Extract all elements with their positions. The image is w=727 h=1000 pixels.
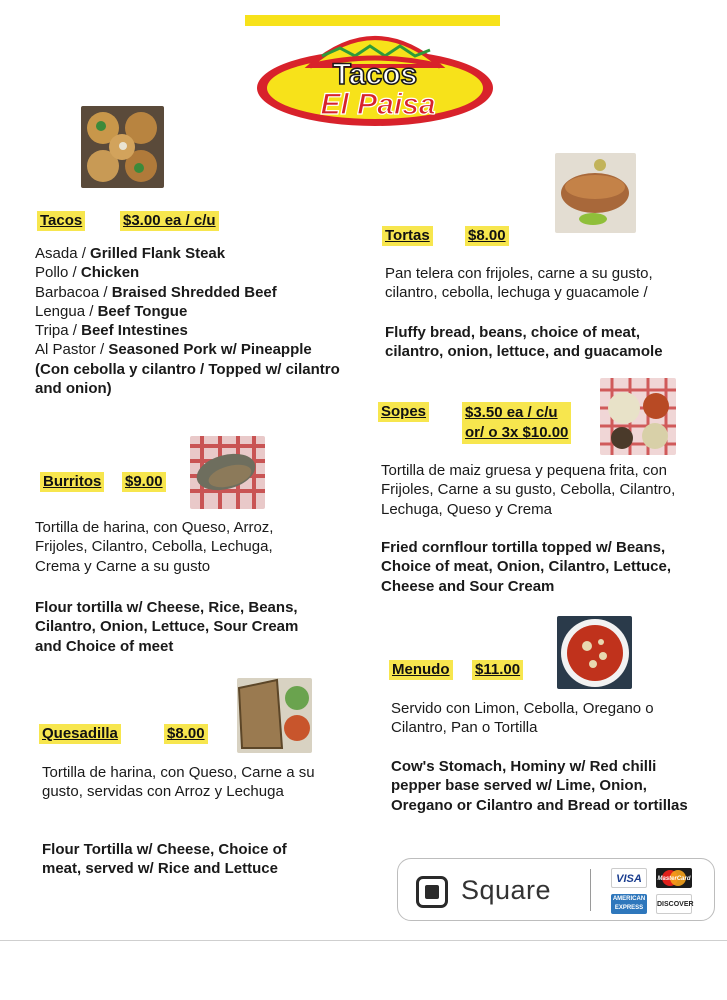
tacos-list — [35, 244, 365, 398]
tacos-item-barbacoa: Barbacoa / Braised Shredded Beef — [35, 283, 277, 301]
tacos-item-pollo: Pollo / Chicken — [35, 264, 140, 282]
tacos-note: (Con cebolla y cilantro / Topped w/ cilantro and onion) — [35, 360, 340, 398]
burritos-desc-es: Tortilla de harina, con Queso, Arroz, Frijoles, Cilantro, Cebolla, Lechuga, Crema y Carne a su gusto — [35, 519, 274, 575]
tacos-item-asada: Asada / Grilled Flank Steak — [35, 245, 226, 262]
sombrero-logo — [250, 18, 495, 130]
quesadilla-desc-en: Flour Tortilla w/ Cheese, Choice of meat, served w/ Rice and Lettuce — [42, 841, 287, 878]
discover-card-icon: DISCOVER — [656, 894, 692, 914]
tacos-price: $3.00 ea / c/u — [120, 211, 219, 231]
square-logo-icon — [416, 876, 448, 908]
burrito-photo — [190, 436, 265, 509]
logo-line1: Tacos — [332, 58, 418, 91]
tortas-title: Tortas — [382, 226, 433, 246]
square-wordmark: Square — [461, 875, 552, 905]
menudo-title: Menudo — [389, 660, 453, 680]
sopes-desc-es: Tortilla de maiz gruesa y pequena frita, con Frijoles, Carne a su gusto, Cebolla, Cilantro, Lechuga, Queso y Crema — [381, 462, 676, 518]
quesadilla-photo — [237, 678, 312, 753]
tortas-price: $8.00 — [465, 226, 509, 246]
tacos-item-tripa: Tripa / Beef Intestines — [35, 322, 188, 340]
sopes-desc-en: Fried cornflour tortilla topped w/ Beans, Choice of meat, Onion, Cilantro, Lettuce, Cheese and Sour Cream — [381, 539, 672, 595]
tacos-item-al-pastor: Al Pastor / Seasoned Pork w/ Pineapple — [35, 341, 312, 359]
page-bottom-rule — [0, 940, 727, 941]
badge-divider — [590, 869, 591, 911]
sopes-price — [462, 402, 571, 444]
tortas-desc-en: Fluffy bread, beans, choice of meat, cilantro, onion, lettuce, and guacamole — [385, 324, 663, 361]
burritos-price: $9.00 — [122, 472, 166, 492]
tortas-desc-es: Pan telera con frijoles, carne a su gusto, cilantro, cebolla, lechuga y guacamole / — [385, 265, 653, 302]
menudo-desc-en: Cow's Stomach, Hominy w/ Red chilli pepper base served w/ Lime, Onion, Oregano or Cilantro and Bread or tortillas — [391, 758, 688, 814]
menudo-photo — [557, 616, 632, 689]
sopes-title: Sopes — [378, 402, 429, 422]
menudo-desc-es: Servido con Limon, Cebolla, Oregano o Cilantro, Pan o Tortilla — [391, 700, 654, 737]
menudo-price: $11.00 — [472, 660, 523, 680]
burritos-title: Burritos — [40, 472, 104, 492]
quesadilla-title: Quesadilla — [39, 724, 121, 744]
sopes-photo — [600, 378, 676, 455]
logo-line2: El Paisa — [320, 88, 436, 121]
torta-photo — [555, 153, 636, 233]
tacos-photo — [81, 106, 164, 188]
tacos-title: Tacos — [37, 211, 85, 231]
visa-card-icon: VISA — [611, 868, 647, 888]
mastercard-card-icon — [656, 868, 692, 888]
sopes-price-combo: or/ o 3x $10.00 — [465, 424, 569, 441]
mastercard-label: MasterCard — [657, 876, 691, 882]
amex-card-icon: AMERICAN EXPRESS — [611, 894, 647, 914]
sopes-price-each: $3.50 ea / c/u — [465, 404, 558, 421]
quesadilla-desc-es: Tortilla de harina, con Queso, Carne a su gusto, servidas con Arroz y Lechuga — [42, 764, 315, 801]
square-payment-badge — [397, 858, 715, 921]
burritos-desc-en: Flour tortilla w/ Cheese, Rice, Beans, Cilantro, Onion, Lettuce, Sour Cream and Choice of meet — [35, 599, 299, 655]
quesadilla-price: $8.00 — [164, 724, 208, 744]
tacos-item-lengua: Lengua / Beef Tongue — [35, 302, 188, 320]
